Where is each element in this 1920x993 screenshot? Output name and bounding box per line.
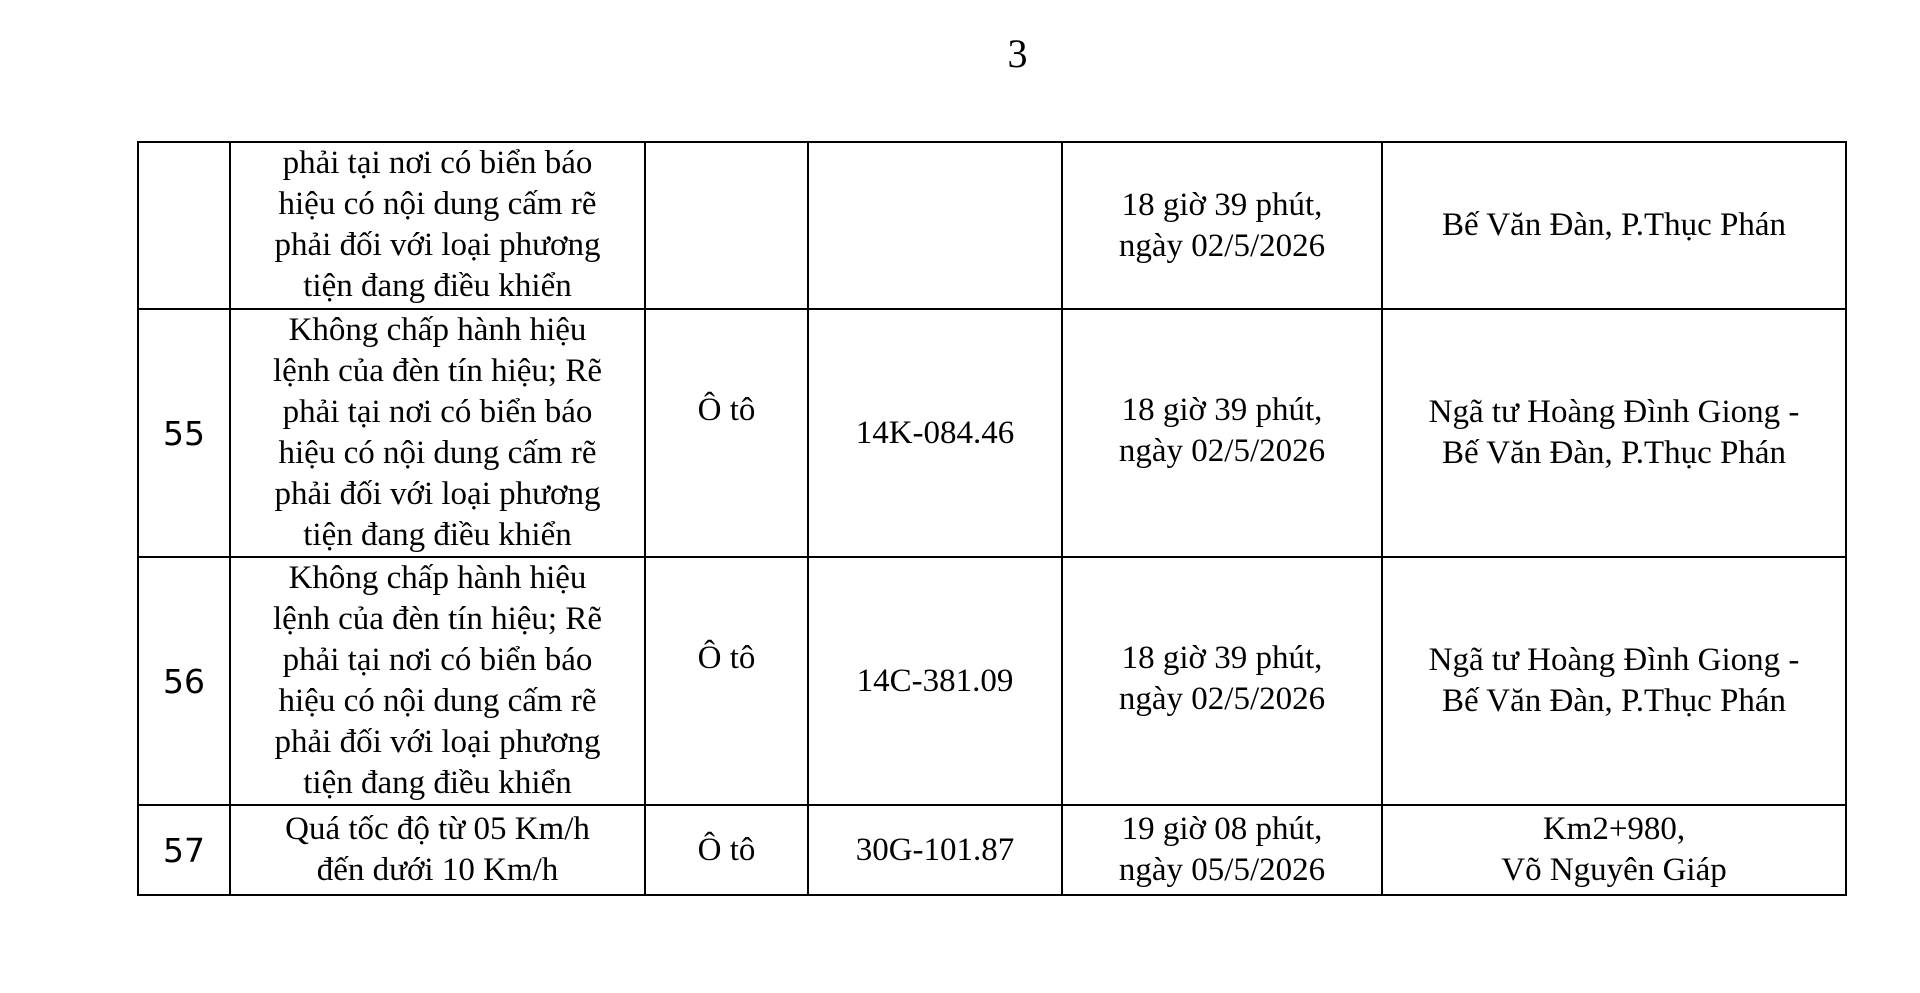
table-row — [138, 142, 1846, 309]
table-row — [138, 557, 1846, 805]
violation-cell: phải tại nơi có biển báo hiệu có nội dung cấm rẽ phải đối với loại phương tiện đang điều khiển — [230, 142, 645, 309]
violation-cell: Không chấp hành hiệu lệnh của đèn tín hiệu; Rẽ phải tại nơi có biển báo hiệu có nội dung cấm rẽ phải đối với loại phương tiện đang điều khiển — [230, 557, 645, 805]
stt-cell — [138, 142, 230, 309]
stt-cell: 56 — [138, 557, 230, 805]
table-row — [138, 309, 1846, 557]
location-cell: Ngã tư Hoàng Đình Giong - Bế Văn Đàn, P.Thục Phán — [1382, 309, 1846, 557]
vehicle-cell: Ô tô — [645, 557, 808, 805]
violations-table — [137, 141, 1847, 896]
violation-cell: Quá tốc độ từ 05 Km/h đến dưới 10 Km/h — [230, 805, 645, 895]
vehicle-cell: Ô tô — [645, 805, 808, 895]
plate-cell — [808, 142, 1062, 309]
plate-cell: 14K-084.46 — [808, 309, 1062, 557]
page-number: 3 — [1007, 31, 1028, 76]
violation-cell: Không chấp hành hiệu lệnh của đèn tín hiệu; Rẽ phải tại nơi có biển báo hiệu có nội dung cấm rẽ phải đối với loại phương tiện đang điều khiển — [230, 309, 645, 557]
plate-cell: 14C-381.09 — [808, 557, 1062, 805]
time-cell: 19 giờ 08 phút, ngày 05/5/2026 — [1062, 805, 1382, 895]
time-cell: 18 giờ 39 phút, ngày 02/5/2026 — [1062, 557, 1382, 805]
time-cell: 18 giờ 39 phút, ngày 02/5/2026 — [1062, 142, 1382, 309]
location-cell: Km2+980, Võ Nguyên Giáp — [1382, 805, 1846, 895]
plate-cell: 30G-101.87 — [808, 805, 1062, 895]
stt-cell: 57 — [138, 805, 230, 895]
location-cell: Ngã tư Hoàng Đình Giong - Bế Văn Đàn, P.Thục Phán — [1382, 557, 1846, 805]
vehicle-cell: Ô tô — [645, 309, 808, 557]
vehicle-cell — [645, 142, 808, 309]
time-cell: 18 giờ 39 phút, ngày 02/5/2026 — [1062, 309, 1382, 557]
table-row — [138, 805, 1846, 895]
stt-cell: 55 — [138, 309, 230, 557]
location-cell: Bế Văn Đàn, P.Thục Phán — [1382, 142, 1846, 309]
